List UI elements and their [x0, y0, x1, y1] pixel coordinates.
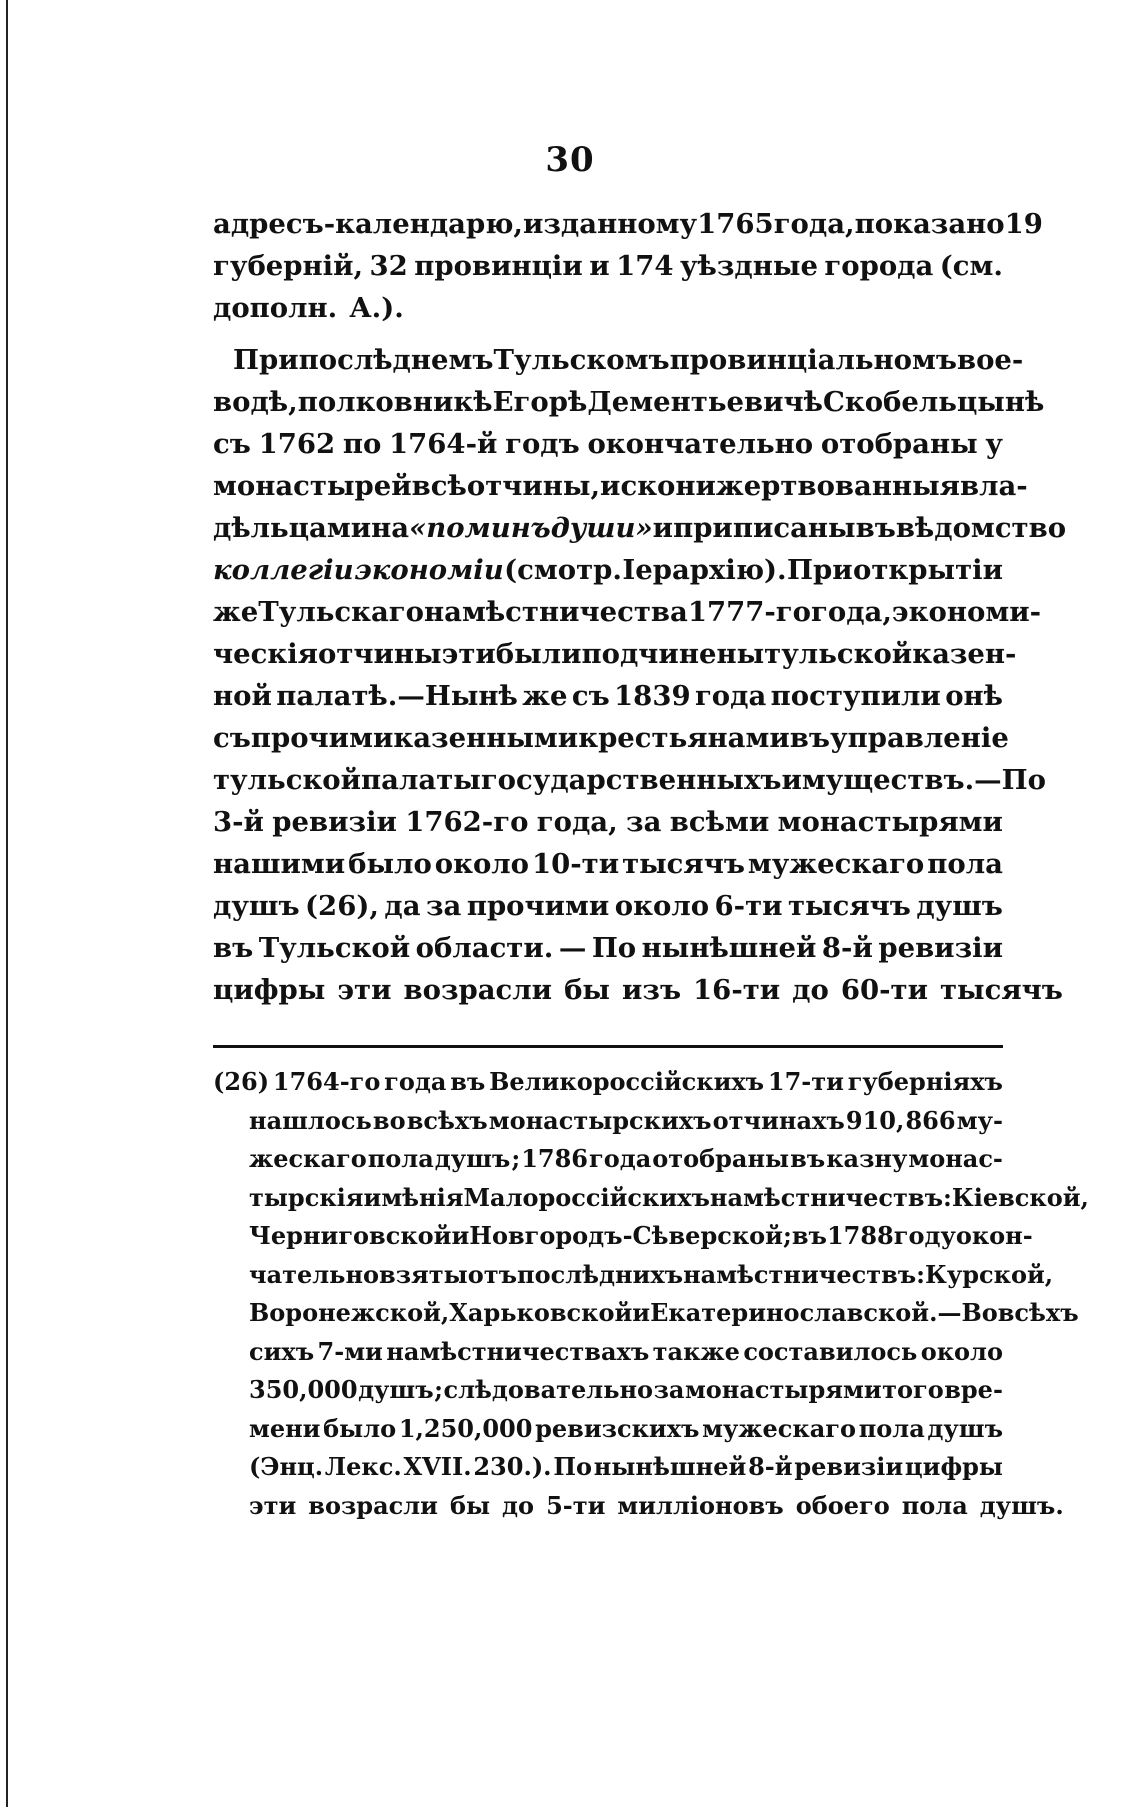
footnote-line: Черниговской и Новгородъ-Сѣверской; въ 1788 году окон-	[249, 1221, 1033, 1250]
main-text	[213, 203, 1067, 1011]
body-line: ческія отчины эти были подчинены тульской казен-	[213, 638, 1017, 670]
body-line: коллегіи экономіи (смотр. Іерархію). При открытіи	[213, 554, 1003, 586]
body-line: душъ (26), да за прочими около 6-ти тысячъ душъ	[213, 890, 1003, 922]
body-line: монастырей всѣ отчины, искони жертвованныя вла-	[213, 470, 1028, 502]
body-line: цифры эти возрасли бы изъ 16-ти до 60-ти тысячъ	[213, 974, 1063, 1006]
body-line: съ прочими казенными крестьянами въ управленіе	[213, 722, 1009, 754]
page-edge-rule	[6, 0, 8, 1807]
body-line: 3-й ревизіи 1762-го года, за всѣми монастырями	[213, 806, 1003, 838]
body-line: губерній, 32 провинціи и 174 уѣздные города (см.	[213, 250, 1003, 282]
body-line: дополн. А.).	[213, 292, 404, 324]
body-line: ной палатѣ.—Нынѣ же съ 1839 года поступили онѣ	[213, 680, 1003, 712]
footnote-line: жескаго пола душъ ; 1786 года отобраны въ казну монас-	[249, 1144, 1003, 1173]
footnote-line: (Энц. Лекс. XVII. 230.). По нынѣшней 8-й ревизіи цифры	[249, 1452, 1003, 1481]
footnote-line: Воронежской, Харьковской и Екатеринославской. —Во всѣхъ	[249, 1298, 1079, 1327]
body-line: въ Тульской области. — По нынѣшней 8-й ревизіи	[213, 932, 1003, 964]
footnote-divider	[213, 1045, 1003, 1048]
body-line: адресъ-календарю, изданному 1765 года, показано 19	[213, 208, 1043, 240]
page-number: 30	[545, 140, 595, 180]
body-line: же Тульскаго намѣстничества 1777-го года, экономи-	[213, 596, 1042, 628]
footnote-line: сихъ 7-ми намѣстничествахъ также составилось около	[249, 1336, 1003, 1366]
footnote	[213, 1063, 1089, 1525]
paragraph-gap	[213, 329, 1003, 339]
footnote-line: эти возрасли бы до 5-ти милліоновъ обоего пола душъ.	[249, 1490, 1064, 1520]
footnote-line: чательно взяты отъ послѣднихъ намѣстничествъ: Курской,	[249, 1259, 1054, 1289]
footnote-line: мени было 1,250,000 ревизскихъ мужескаго пола душъ	[249, 1413, 1003, 1443]
body-line: дѣльцами на «поминъ души» и приписаны въ вѣдомство	[213, 512, 1067, 544]
footnote-line: тырскія имѣнія Малороссійскихъ намѣстничествъ: Кіевской,	[249, 1182, 1089, 1212]
body-line: нашими было около 10-ти тысячъ мужескаго пола	[213, 848, 1003, 880]
footnote-line: 350,000 душъ ; слѣдовательно за монастырями того вре-	[249, 1375, 1003, 1404]
body-line: водѣ, полковникѣ Егорѣ Дементьевичѣ Скобельцынѣ	[213, 386, 1045, 418]
body-line: При послѣднемъ Тульскомъ провинціальномъ вое-	[233, 344, 1024, 376]
footnote-line: нашлось во всѣхъ монастырскихъ отчинахъ 910, 866 му-	[249, 1105, 1003, 1135]
body-line: тульской палаты государственныхъ имуществъ.—По	[213, 764, 1046, 796]
body-line: съ 1762 по 1764-й годъ окончательно отобраны у	[213, 428, 1003, 460]
footnote-line: (26) 1764-го года въ Великороссійскихъ 17-ти губерніяхъ	[213, 1067, 1003, 1096]
